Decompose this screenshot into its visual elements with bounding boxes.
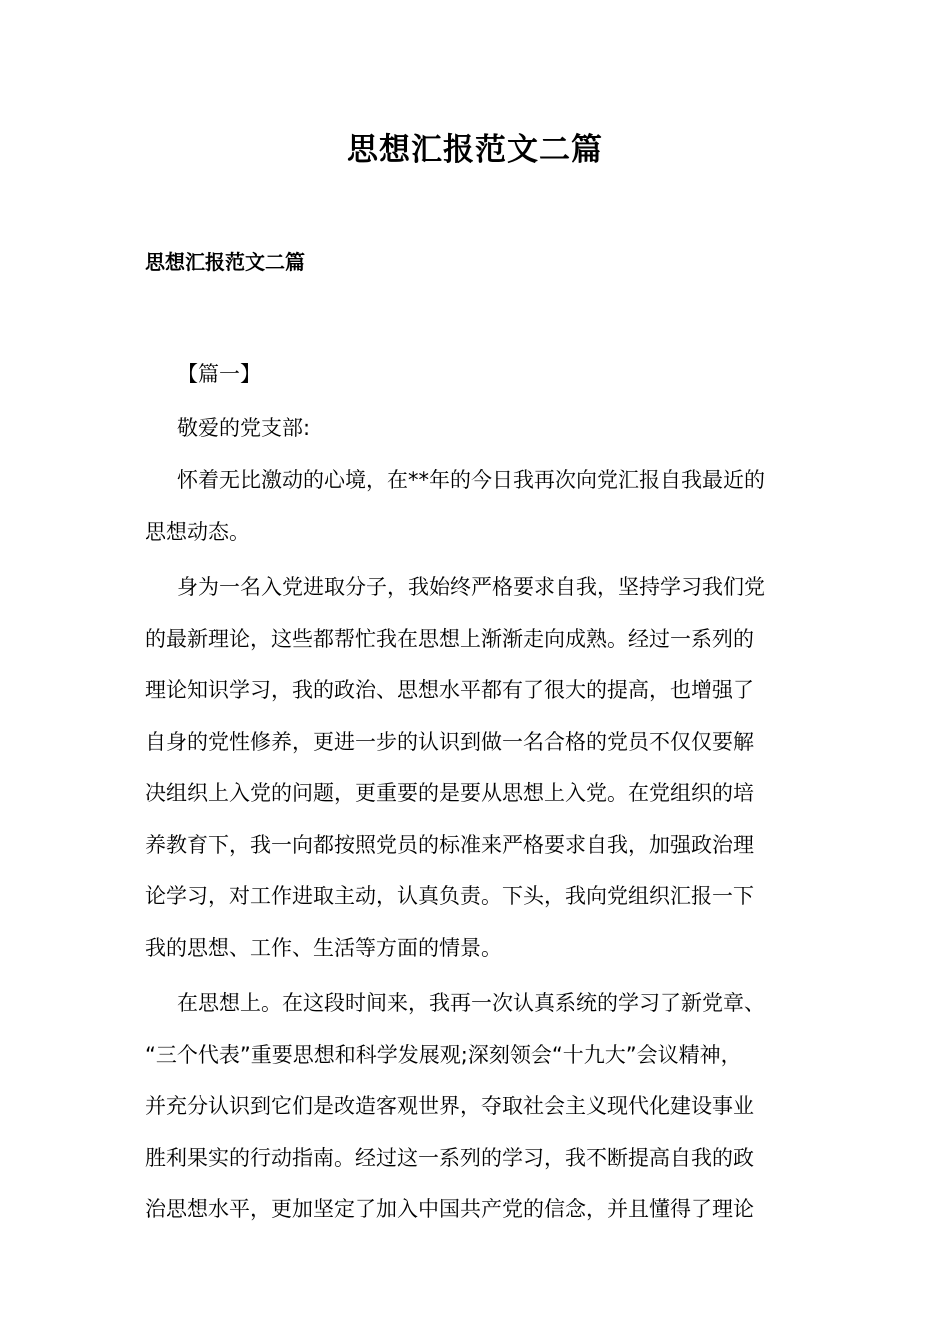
salutation: 敬爱的党支部: <box>177 416 311 440</box>
paragraph-line: 怀着无比激动的心境，在**年的今日我再次向党汇报自我最近的 <box>177 468 765 492</box>
paragraph-line: 的最新理论，这些都帮忙我在思想上渐渐走向成熟。经过一系列的 <box>145 626 754 651</box>
paragraph-1 <box>145 455 810 558</box>
paragraph-line: 治思想水平，更加坚定了加入中国共产党的信念，并且懂得了理论 <box>145 1197 754 1221</box>
paragraph-line: 我的思想、工作、生活等方面的情景。 <box>145 935 502 960</box>
paragraph-3 <box>145 978 810 1236</box>
paragraph-line: 论学习，对工作进取主动，认真负责。下头，我向党组织汇报一下 <box>145 884 754 908</box>
paragraph-line: 胜利果实的行动指南。经过这一系列的学习，我不断提高自我的政 <box>145 1145 754 1170</box>
paragraph-line: 理论知识学习，我的政治、思想水平都有了很大的提高，也增强了 <box>145 678 754 702</box>
section-label: 【篇一】 <box>177 362 261 386</box>
paragraph-line: “三个代表”重要思想和科学发展观;深刻领会“十九大”会议精神， <box>145 1042 742 1067</box>
document-subtitle: 思想汇报范文二篇 <box>145 250 305 274</box>
paragraph-line: 养教育下，我一向都按照党员的标准来严格要求自我，加强政治理 <box>145 832 754 857</box>
paragraph-line: 并充分认识到它们是改造客观世界，夺取社会主义现代化建设事业 <box>145 1094 754 1118</box>
document-body <box>145 353 810 1236</box>
paragraph-line: 思想动态。 <box>145 519 250 544</box>
paragraph-line: 决组织上入党的问题，更重要的是要从思想上入党。在党组织的培 <box>145 781 754 805</box>
paragraph-line: 自身的党性修养，更进一步的认识到做一名合格的党员不仅仅要解 <box>145 729 754 754</box>
paragraph-2 <box>145 562 810 974</box>
paragraph-line: 在思想上。在这段时间来，我再一次认真系统的学习了新党章、 <box>177 991 765 1015</box>
paragraph-line: 身为一名入党进取分子，我始终严格要求自我，坚持学习我们党 <box>177 575 765 599</box>
document-title: 思想汇报范文二篇 <box>347 132 603 168</box>
